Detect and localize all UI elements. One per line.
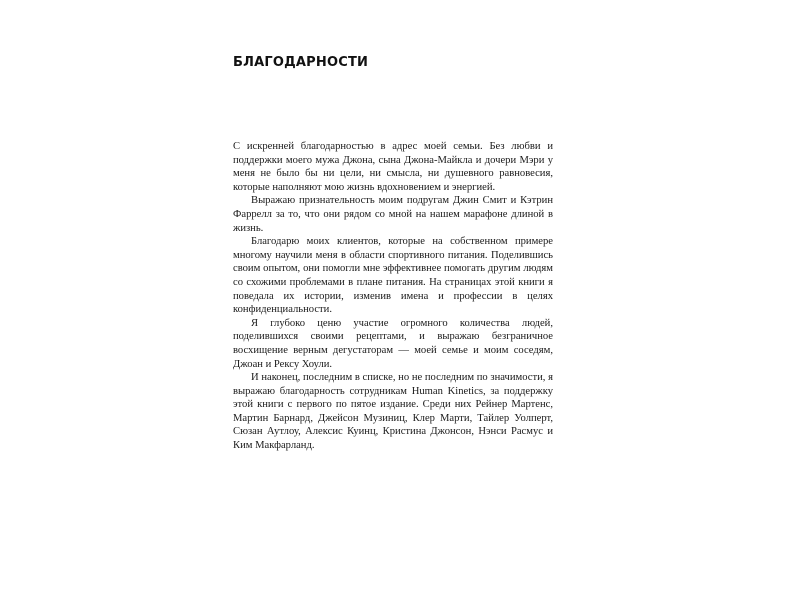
paragraph-friends: Выражаю признательность моим подругам Джин Смит и Кэтрин Фаррелл за то, что они рядом со мной на нашем марафоне длиной в жизнь. — [233, 195, 553, 234]
paragraph-family: С искренней благодарностью в адрес моей семьи. Без любви и поддержки моего мужа Джона, сына Джона-Майкла и дочери Мэри у меня не было бы ни цели, ни смысла, ни душевного равновесия, которые наполняют мою жизнь вдохновением и энергией. — [233, 141, 553, 193]
paragraph-recipes: Я глубоко ценю участие огромного количества людей, поделившихся своими рецептами, и выражаю безграничное восхищение верным дегустаторам — моей семье и моим соседям, Джоан и Рексу Хоули. — [233, 317, 553, 370]
paragraph-publisher: И наконец, последним в списке, но не последним по значимости, я выражаю благодарность сотрудникам Human Kinetics, за поддержку этой книги с первого по пятое издание. Среди них Рейнер Мартенс, Мартин Барнард, Джейсон Музиниц, Клер Марти, Тайлер Уолперт, Сюзан Аутлоу, Алексис Куинц, Кристина Джонсон, Нэнси Расмус и Ким Макфарланд. — [233, 372, 553, 452]
paragraph-clients: Благодарю моих клиентов, которые на собственном примере многому научили меня в области спортивного питания. Поделившись своим опытом, они помогли мне эффективнее помогать другим людям со схожими проблемами в плане питания. На страницах этой книги я поведала их истории, изменив имена и профессии в целях конфиденциальности. — [233, 236, 553, 316]
body-text — [233, 140, 553, 453]
page-title: БЛАГОДАРНОСТИ — [233, 55, 369, 70]
